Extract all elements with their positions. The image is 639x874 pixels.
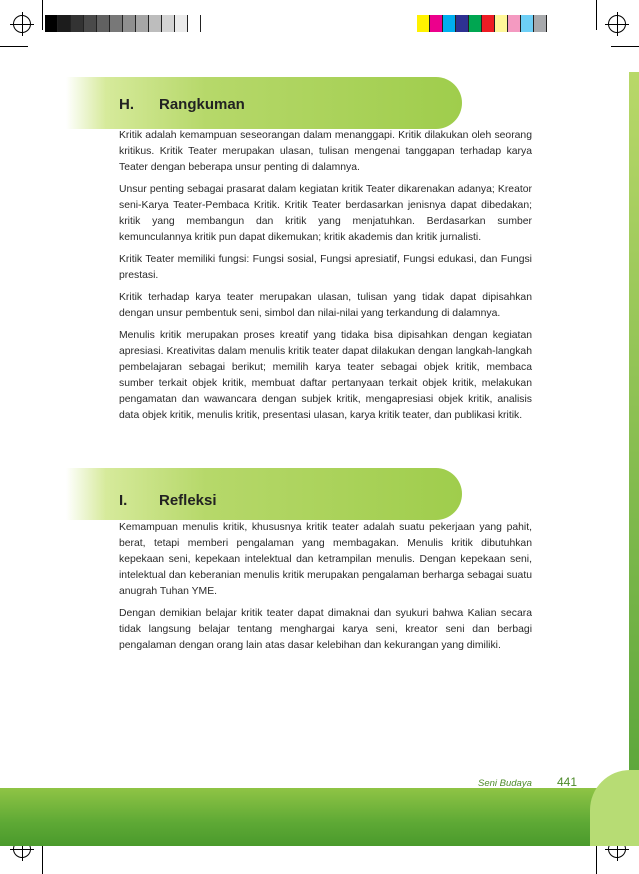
color-swatch — [123, 15, 136, 32]
color-swatch — [469, 15, 482, 32]
page-side-stripe — [629, 72, 639, 800]
color-swatch — [175, 15, 188, 32]
color-swatch — [188, 15, 201, 32]
paragraph: Kritik adalah kemampuan seseorangan dalam menanggapi. Kritik dilakukan oleh seorang kritikus. Kritik Teater merupakan ulasan, tulisan mengenai tanggapan terhadap karya Teater dengan beberapa unsur penting di dalamnya. — [119, 130, 532, 173]
paragraph: Dengan demikian belajar kritik teater dapat dimaknai dan syukuri bahwa Kalian secara tidak langsung belajar tentang menghargai karya seni, kreator seni dan berbagi pengalaman dengan orang lain atas dasar kelebihan dan kekurangan yang dimiliki. — [119, 608, 532, 651]
color-swatch — [149, 15, 162, 32]
color-swatch — [71, 15, 84, 32]
page-number: 441 — [557, 775, 578, 789]
crop-mark — [596, 845, 597, 874]
color-swatch — [534, 15, 547, 32]
color-swatch — [97, 15, 110, 32]
paragraph: Menulis kritik merupakan proses kreatif yang tidaka bisa dipisahkan dengan kegiatan apresiasi. Kreativitas dalam menulis kritik teater dapat dilakukan dengan langkah-langkah pembelajaran sebagai berikut; memilih karya teater sebagai objek kritik, membaca sumber terkait objek kritik, membuat daftar pertanyaan terkait objek kritik, melakukan pengamatan dan wawancara dengan subjek kritik, mengapresiasi objek kritik, analisis data objek kritik, menulis kritik, presentasi ulasan, karya kritik teater, dan publikasi kritik. — [119, 330, 532, 421]
crop-mark — [42, 0, 43, 30]
paragraph: Kritik Teater memiliki fungsi: Fungsi sosial, Fungsi apresiatif, Fungsi edukasi, dan Fungsi prestasi. — [119, 254, 532, 281]
section-h-number: H. — [119, 96, 134, 113]
color-swatch — [482, 15, 495, 32]
color-swatch — [110, 15, 123, 32]
color-swatch — [162, 15, 175, 32]
section-i-number: I. — [119, 492, 128, 509]
section-i-body — [119, 520, 532, 660]
color-swatch — [443, 15, 456, 32]
crop-mark — [0, 46, 28, 47]
footer-book-title: Seni Budaya — [478, 778, 532, 789]
color-swatch — [136, 15, 149, 32]
color-swatch — [417, 15, 430, 32]
color-swatch — [495, 15, 508, 32]
color-swatch — [521, 15, 534, 32]
grayscale-color-bar — [45, 15, 201, 32]
process-color-bar — [417, 15, 547, 32]
color-swatch — [58, 15, 71, 32]
registration-mark-icon — [13, 15, 31, 33]
section-i-title: Refleksi — [159, 492, 217, 509]
footer-band — [0, 788, 639, 846]
paragraph: Kritik terhadap karya teater merupakan ulasan, tulisan yang tidak dapat dipisahkan dengan unsur pembentuk seni, simbol dan nilai-nilai yang terkandung di dalamnya. — [119, 292, 532, 319]
paragraph: Unsur penting sebagai prasarat dalam kegiatan kritik Teater dikarenakan adanya; Kreator seni-Karya Teater-Pembaca Kritik. Kritik Teater berdasarkan jenisnya dapat dibedakan; kritik yang membangun dan kritik yang menjatuhkan. Berdasarkan sumber kemunculannya kritik pun dapat dikemukan; kritik akademis dan kritik jurnalisti. — [119, 184, 532, 243]
section-h-title: Rangkuman — [159, 96, 245, 113]
crop-mark — [596, 0, 597, 30]
registration-mark-icon — [608, 15, 626, 33]
paragraph: Kemampuan menulis kritik, khususnya kritik teater adalah suatu pekerjaan yang pahit, berat, tetapi memberi pengalaman yang membagakan. Menulis kritik dibutuhkan kepekaan seni, kepekaan intelektual dan ketrampilan menulis. Dengan kepekaan seni, intelektual dan keberanian menulis kritik merupakan pengalaman berharga sebagai suatu anugrah Tuhan YME. — [119, 522, 532, 597]
color-swatch — [456, 15, 469, 32]
color-swatch — [508, 15, 521, 32]
footer-corner-decoration — [590, 770, 639, 846]
color-swatch — [430, 15, 443, 32]
color-swatch — [84, 15, 97, 32]
crop-mark — [611, 46, 639, 47]
section-h-body — [119, 128, 532, 430]
color-swatch — [45, 15, 58, 32]
crop-mark — [42, 845, 43, 874]
